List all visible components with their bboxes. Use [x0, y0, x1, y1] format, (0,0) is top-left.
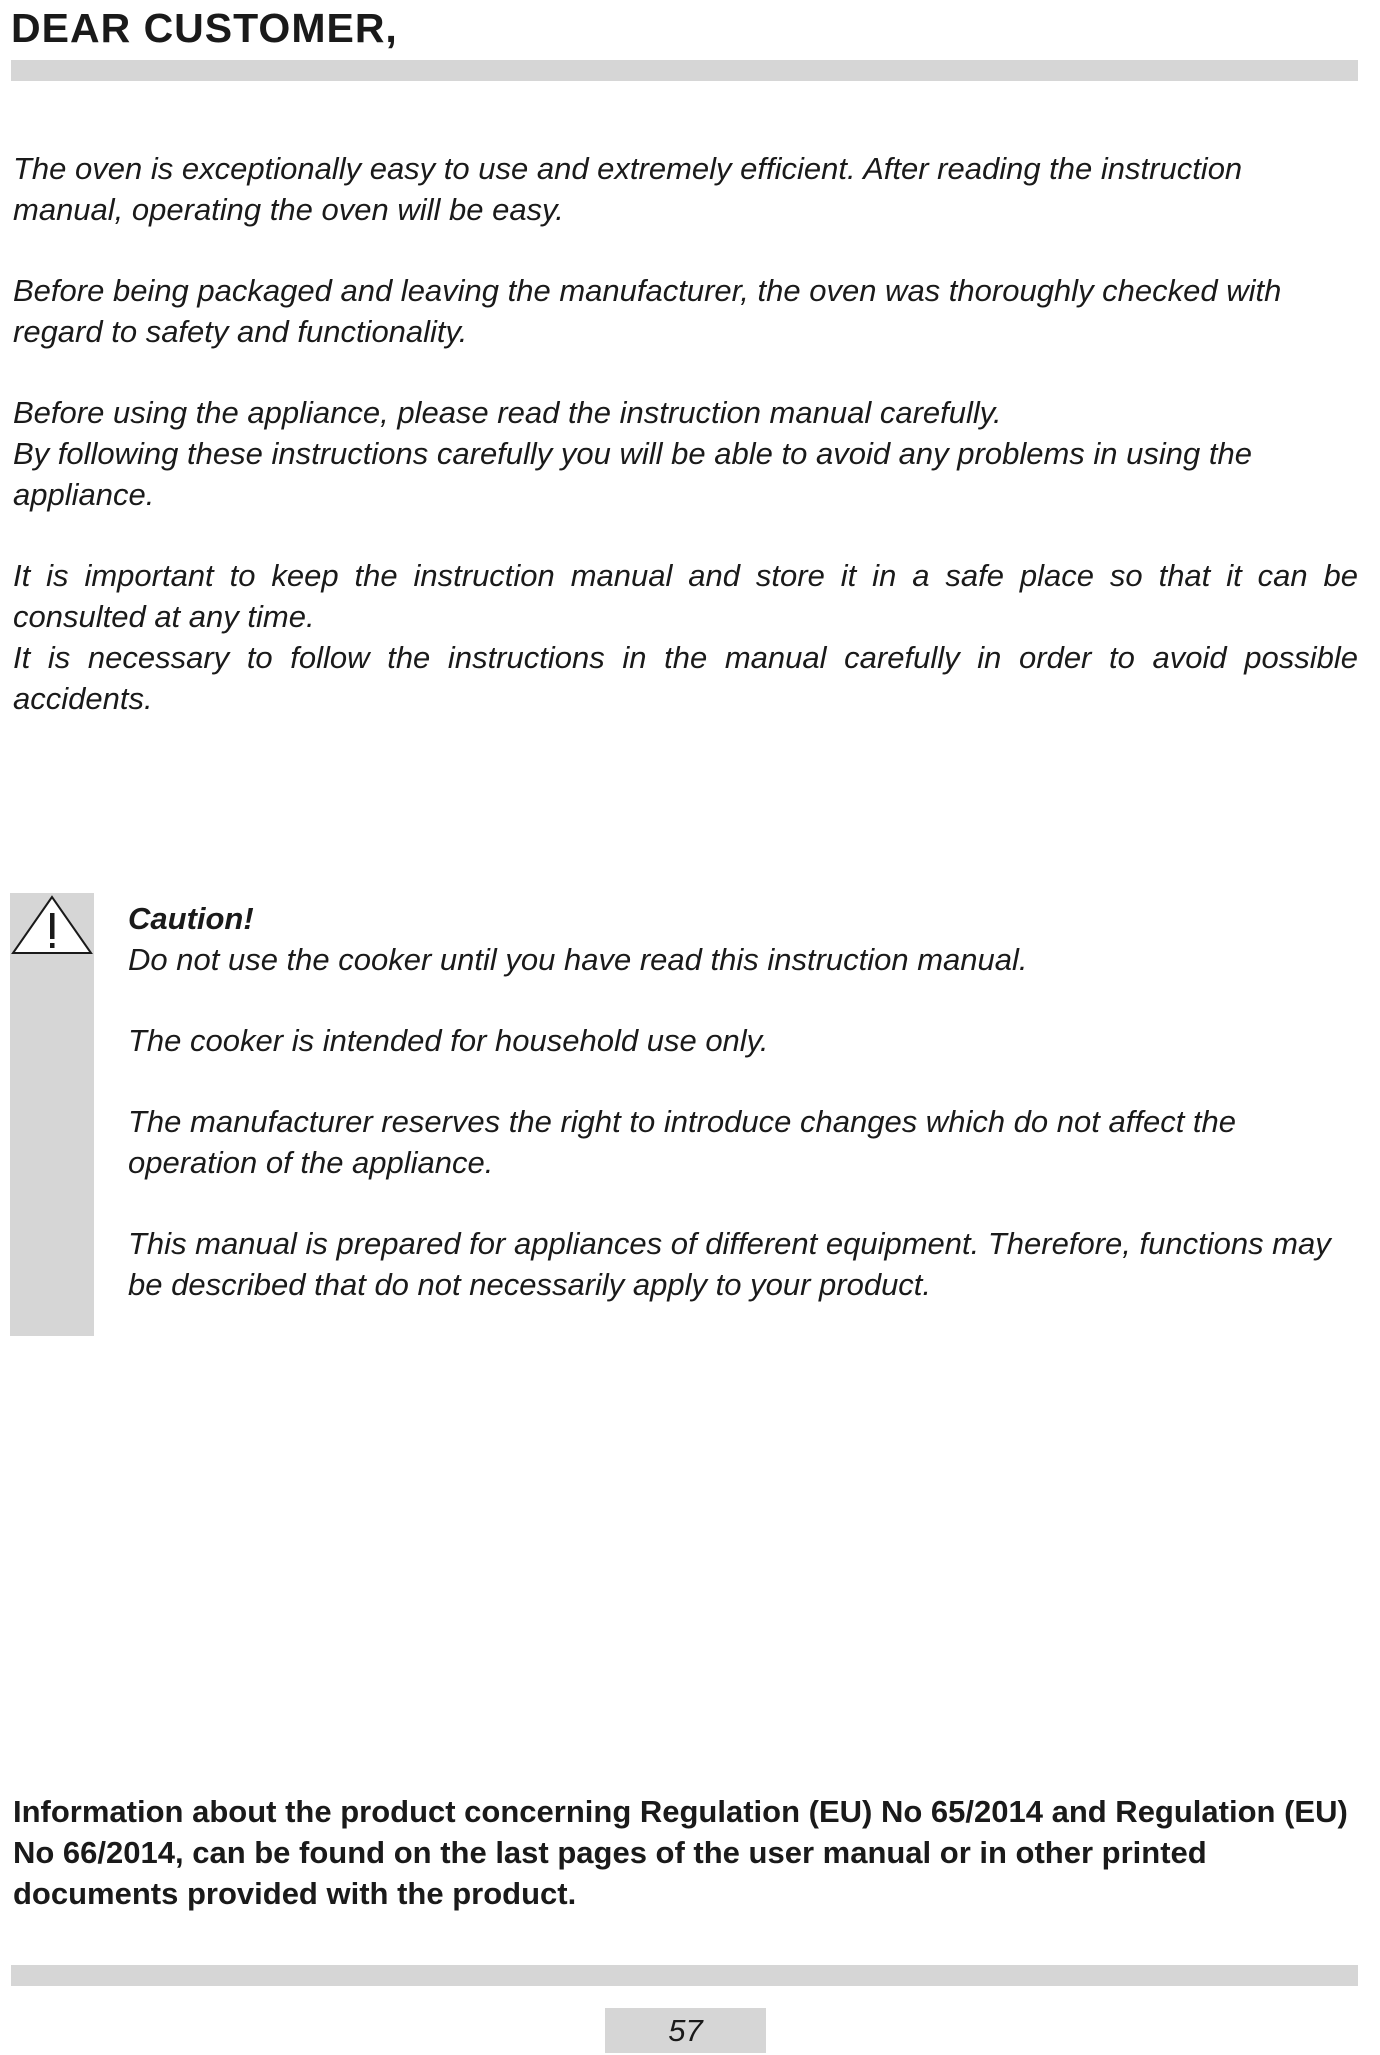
intro-paragraph: Before being packaged and leaving the manufacturer, the oven was thoroughly checked with regard to safety and functionality.	[13, 273, 1282, 349]
page-number: 57	[605, 2008, 766, 2053]
caution-text: Do not use the cooker until you have read this instruction manual.	[128, 942, 1028, 977]
intro-section	[13, 148, 1358, 719]
caution-text: The manufacturer reserves the right to introduce changes which do not affect the operation of the appliance.	[128, 1104, 1237, 1180]
regulation-info: Information about the product concerning Regulation (EU) No 65/2014 and Regulation (EU) No 66/2014, can be found on the last pages of the user manual or in other printed documents provided with the product.	[13, 1794, 1348, 1911]
intro-paragraph: It is important to keep the instruction manual and store it in a safe place so that it can be consulted at any time.	[13, 558, 1358, 634]
caution-text: This manual is prepared for appliances of different equipment. Therefore, functions may be described that do not necessarily apply to your product.	[128, 1226, 1331, 1302]
header-divider	[11, 60, 1358, 81]
intro-paragraph: It is necessary to follow the instructions in the manual carefully in order to avoid possible accidents.	[13, 640, 1358, 716]
footer-divider	[11, 1965, 1358, 1986]
intro-paragraph: Before using the appliance, please read the instruction manual carefully.	[13, 395, 1002, 430]
caution-box	[128, 898, 1358, 1305]
intro-paragraph: The oven is exceptionally easy to use and extremely efficient. After reading the instruction manual, operating the oven will be easy.	[13, 151, 1243, 227]
intro-paragraph: By following these instructions carefully you will be able to avoid any problems in using the appliance.	[13, 436, 1252, 512]
caution-title: Caution!	[128, 901, 254, 936]
warning-triangle-icon	[10, 893, 94, 977]
caution-text: The cooker is intended for household use only.	[128, 1023, 769, 1058]
page-title: DEAR CUSTOMER,	[11, 5, 398, 51]
